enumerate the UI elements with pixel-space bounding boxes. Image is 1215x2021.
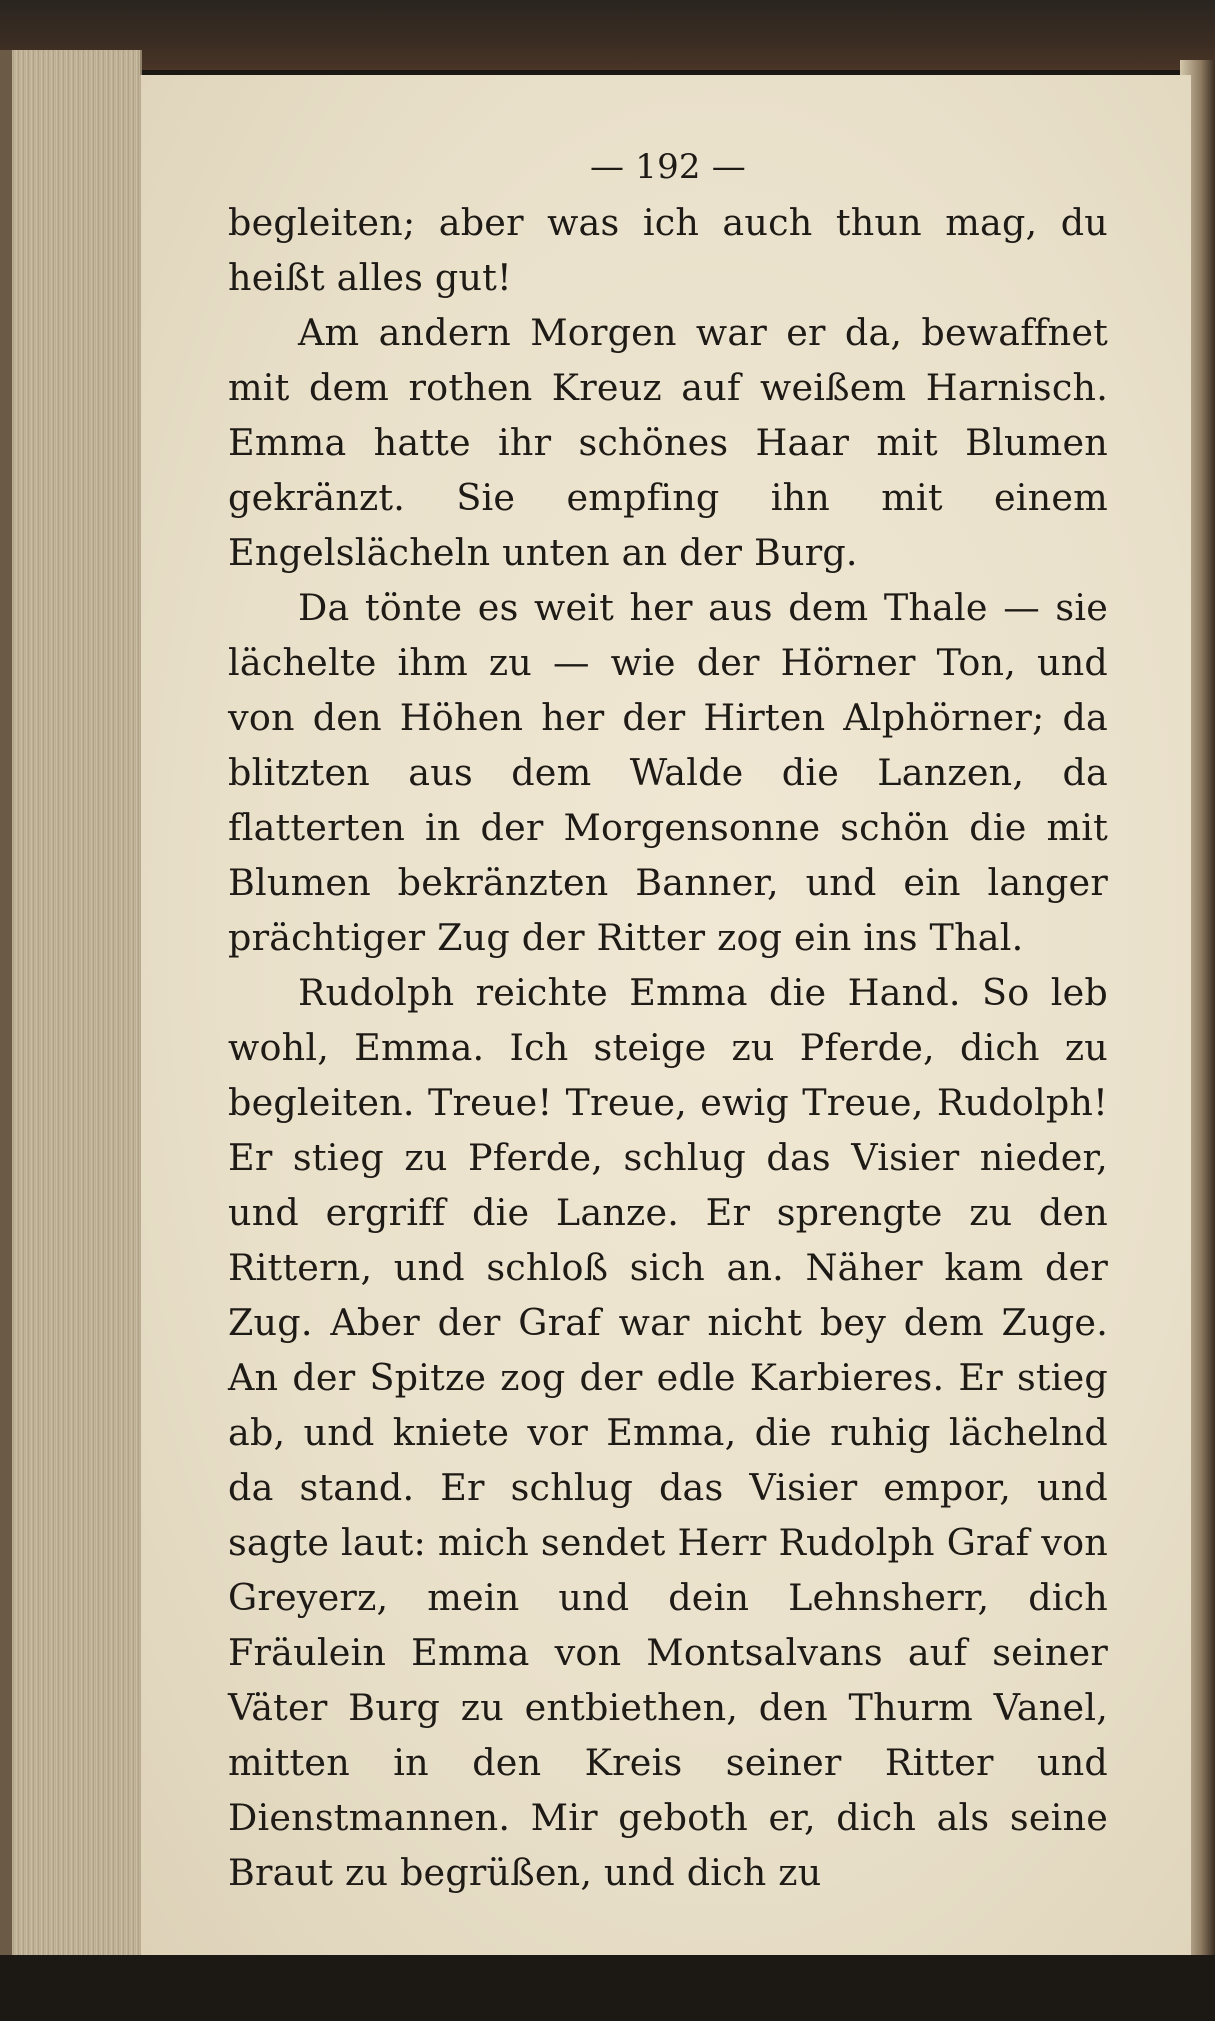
paragraph: begleiten; aber was ich auch thun mag, du heißt alles gut! bbox=[228, 201, 1108, 299]
paragraph: Am andern Morgen war er da, bewaffnet mit dem rothen Kreuz auf weißem Harnisch. Emma hatte ihr schönes Haar mit Blumen gekränzt. Sie empfing ihn mit einem Engelslächeln unten an der Burg. bbox=[228, 311, 1108, 574]
page-number: — 192 — bbox=[590, 147, 746, 187]
paragraph: Da tönte es weit her aus dem Thale — sie lächelte ihm zu — wie der Hörner Ton, und von den Höhen her der Hirten Alphörner; da blitzten aus dem Walde die Lanzen, da flatterten in der Morgensonne schön die mit Blumen bekränzten Banner, und ein langer prächtiger Zug der Ritter zog ein ins Thal. bbox=[228, 586, 1108, 959]
page-text bbox=[228, 140, 1108, 1900]
book-binding bbox=[0, 50, 12, 1980]
page-stack-edges bbox=[0, 50, 142, 1980]
bottom-background bbox=[0, 1955, 1215, 2021]
paragraph: Rudolph reichte Emma die Hand. So leb wohl, Emma. Ich steige zu Pferde, dich zu begleiten. Treue! Treue, ewig Treue, Rudolph! Er stieg zu Pferde, schlug das Visier nieder, und ergriff die Lanze. Er sprengte zu den Rittern, und schloß sich an. Näher kam der Zug. Aber der Graf war nicht bey dem Zuge. An der Spitze zog der edle Karbieres. Er stieg ab, und kniete vor Emma, die ruhig lächelnd da stand. Er schlug das Visier empor, und sagte laut: mich sendet Herr Rudolph Graf von Greyerz, mein und dein Lehnsherr, dich Fräulein Emma von Montsalvans auf seiner Väter Burg zu entbiethen, den Thurm Vanel, mitten in den Kreis seiner Ritter und Dienstmannen. Mir geboth er, dich als seine Braut zu begrüßen, und dich zu bbox=[228, 971, 1108, 1894]
book-cover-top bbox=[0, 0, 1215, 70]
